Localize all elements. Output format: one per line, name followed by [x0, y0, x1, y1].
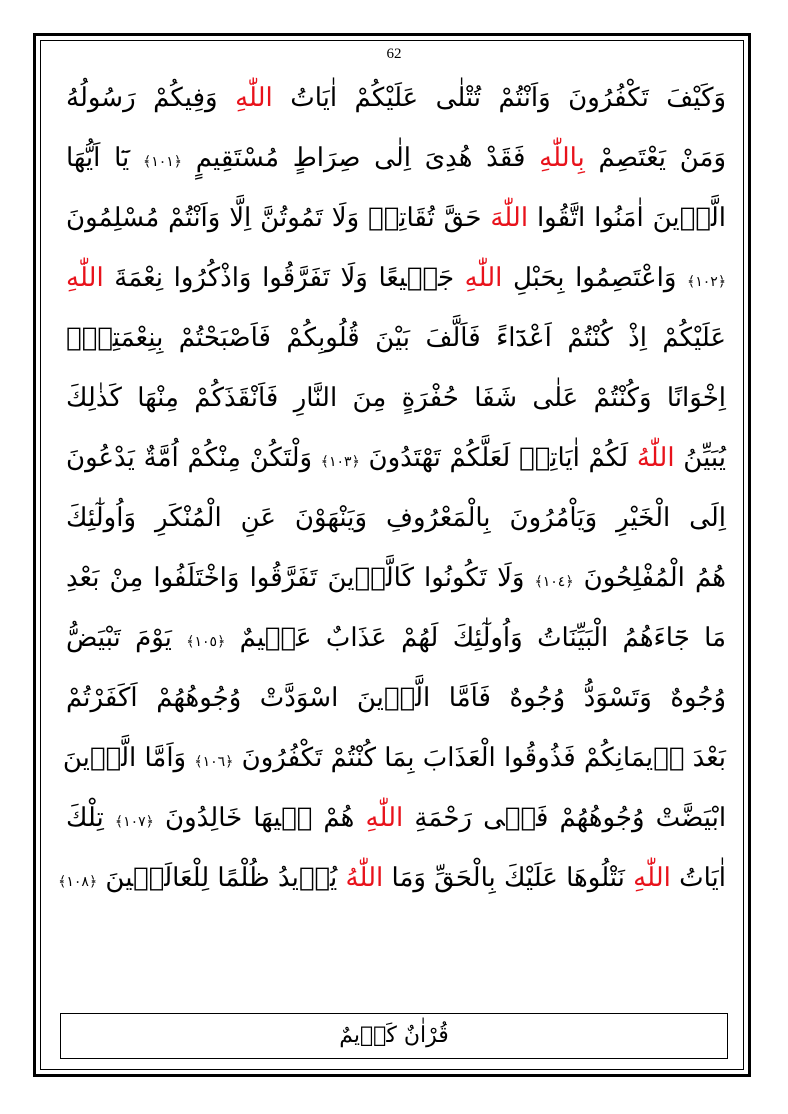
verse-text: اٰيَاتُ — [679, 863, 726, 893]
verse-line — [66, 428, 726, 488]
verse-text: وَلَا تَكُونُوا كَالَّذٖينَ تَفَرَّقُوا وَاخْتَلَفُوا مِنْ بَعْدِ — [66, 563, 525, 593]
verse-line — [66, 308, 726, 368]
verse-text: لَكُمْ اٰيَاتِهٖ لَعَلَّكُمْ تَهْتَدُونَ — [368, 443, 629, 473]
verse-number-marker: ﴿١٠١﴾ — [143, 154, 182, 170]
verse-line — [66, 248, 726, 308]
page-number: 62 — [386, 46, 402, 62]
divine-name: اللّٰهِ — [464, 263, 503, 293]
verse-number-marker: ﴿١٠٢﴾ — [687, 274, 727, 290]
verse-text: نَتْلُوهَا عَلَيْكَ بِالْحَقِّ وَمَا — [391, 863, 625, 893]
verse-text: تِلْكَ — [66, 803, 104, 833]
verse-text: عَلَيْكُمْ اِذْ كُنْتُمْ اَعْدَٓاءً فَاَلَّفَ بَيْنَ قُلُوبِكُمْ فَاَصْبَحْتُمْ بِنِعْمَتِهٖٓ — [66, 323, 726, 353]
verse-line — [66, 608, 726, 668]
verse-number-marker: ﴿١٠٣﴾ — [320, 454, 360, 470]
verse-text: يُرٖيدُ ظُلْمًا لِلْعَالَمٖينَ — [105, 863, 338, 893]
verse-text: يُبَيِّنُ — [683, 443, 727, 473]
verse-text: اِخْوَانًا وَكُنْتُمْ عَلٰى شَفَا حُفْرَةٍ مِنَ النَّارِ فَاَنْقَذَكُمْ مِنْهَا كَذٰلِكَ — [66, 383, 726, 413]
verse-number-marker: ﴿١٠٦﴾ — [194, 754, 234, 770]
divine-name: بِاللّٰهِ — [539, 143, 585, 173]
verse-number-marker: ﴿١٠٨﴾ — [58, 874, 98, 890]
verse-text: وَاعْتَصِمُوا بِحَبْلِ — [512, 263, 677, 293]
verse-text: وَمَنْ يَعْتَصِمْ — [598, 143, 727, 173]
verse-line — [66, 188, 726, 248]
verse-line — [66, 548, 726, 608]
verse-line — [66, 368, 726, 428]
verse-text: الَّذٖينَ اٰمَنُوا اتَّقُوا — [536, 203, 727, 233]
verse-text: وَفِيكُمْ رَسُولُهُ — [66, 83, 218, 113]
verse-text: بَعْدَ اٖيمَانِكُمْ فَذُوقُوا الْعَذَابَ بِمَا كُنْتُمْ تَكْفُرُونَ — [241, 743, 726, 773]
verse-number-marker: ﴿١٠٥﴾ — [186, 634, 226, 650]
verse-text: هُمْ فٖيهَا خَالِدُونَ — [164, 803, 355, 833]
verse-line — [66, 668, 726, 728]
verse-line — [66, 788, 726, 848]
divine-name: اللّٰهُ — [345, 863, 384, 893]
divine-name: اللّٰهَ — [490, 203, 529, 233]
divine-name: اللّٰهُ — [636, 443, 675, 473]
verse-text: وَكَيْفَ تَكْفُرُونَ وَاَنْتُمْ تُتْلٰى عَلَيْكُمْ اٰيَاتُ — [290, 83, 727, 113]
verse-text-block — [58, 68, 727, 908]
footer-title: قُرْاٰنٌ كَرٖيمٌ — [339, 1023, 449, 1048]
verse-text: وَاَمَّا الَّذٖينَ — [62, 743, 187, 773]
verse-text: ابْيَضَّتْ وُجُوهُهُمْ فَفٖى رَحْمَةِ — [414, 803, 727, 833]
verse-line — [66, 488, 726, 548]
verse-text: يَوْمَ تَبْيَضُّ — [66, 623, 172, 653]
verse-text: اِلَى الْخَيْرِ وَيَاْمُرُونَ بِالْمَعْرُوفِ وَيَنْهَوْنَ عَنِ الْمُنْكَرِ وَاُولٰٓئِكَ — [66, 503, 726, 533]
verse-line — [62, 728, 726, 788]
verse-text: حَقَّ تُقَاتِهٖ وَلَا تَمُوتُنَّ اِلَّا وَاَنْتُمْ مُسْلِمُونَ — [66, 203, 482, 233]
verse-text: وُجُوهٌ وَتَسْوَدُّ وُجُوهٌ فَاَمَّا الَّذٖينَ اسْوَدَّتْ وُجُوهُهُمْ اَكَفَرْتُمْ — [66, 683, 726, 713]
divine-name: اللّٰهِ — [235, 83, 273, 113]
verse-text: مَا جَٓاءَهُمُ الْبَيِّنَاتُ وَاُولٰٓئِكَ لَهُمْ عَذَابٌ عَظٖيمٌ — [239, 623, 726, 653]
divine-name: اللّٰهِ — [365, 803, 404, 833]
verse-text: هُمُ الْمُفْلِحُونَ — [583, 563, 727, 593]
verse-number-marker: ﴿١٠٧﴾ — [114, 814, 154, 830]
verse-line — [66, 128, 726, 188]
divine-name: اللّٰهِ — [633, 863, 671, 893]
divine-name: اللّٰهِ — [66, 263, 104, 293]
verse-text: فَقَدْ هُدِىَ اِلٰى صِرَاطٍ مُسْتَقِيمٍ — [195, 143, 526, 173]
verse-text: يَٓا اَيُّهَا — [66, 143, 130, 173]
verse-text: جَمٖيعًا وَلَا تَفَرَّقُوا وَاذْكُرُوا نِعْمَةَ — [114, 263, 455, 293]
verse-number-marker: ﴿١٠٤﴾ — [534, 574, 574, 590]
verse-text: وَلْتَكُنْ مِنْكُمْ اُمَّةٌ يَدْعُونَ — [66, 443, 313, 473]
verse-line — [58, 848, 726, 908]
verse-line — [66, 68, 726, 128]
